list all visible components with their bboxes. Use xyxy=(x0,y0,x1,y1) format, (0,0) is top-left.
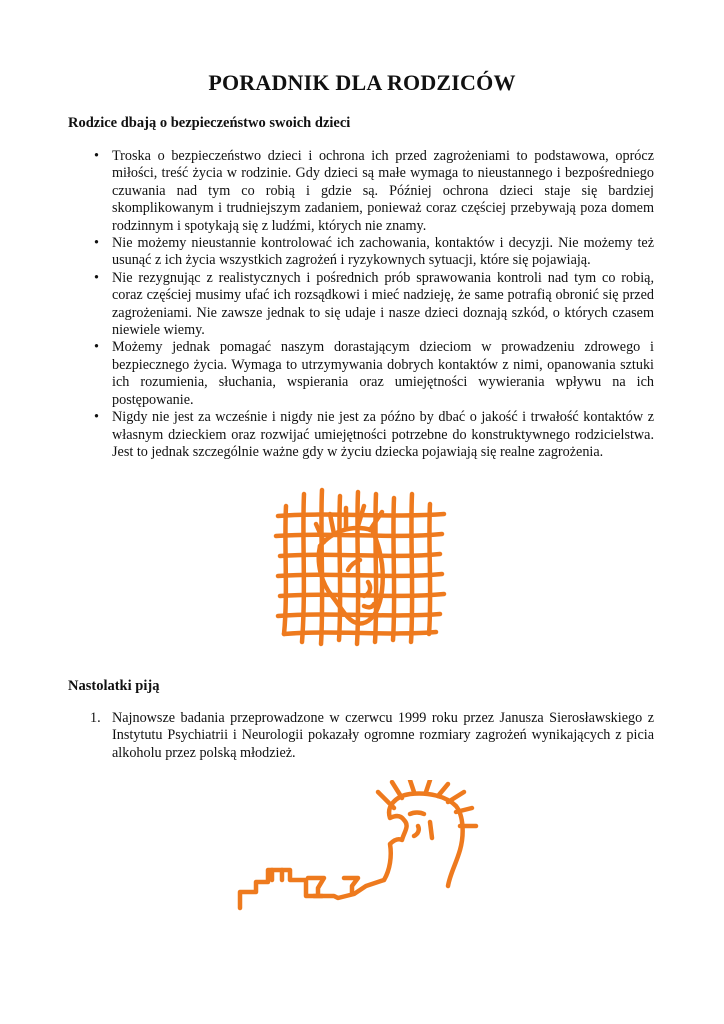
safety-bullet-list xyxy=(112,148,654,461)
list-item: • Możemy jednak pomagać naszym dorastającym dzieciom w prowadzeniu zdrowego i bezpiecznego życia. Wymaga to utrzymywania dobrych kontaktów z nimi, opanowania sztuki ich rozumienia, słuchania, wspierania oraz umiejętności wywierania wpływu na ich postępowanie. xyxy=(112,339,654,409)
section-heading-safety: Rodzice dbają o bezpieczeństwo swoich dzieci xyxy=(68,115,351,131)
face-behind-grid-illustration xyxy=(272,484,452,654)
list-item: • Nie możemy nieustannie kontrolować ich zachowania, kontaktów i decyzji. Nie możemy też usunąć z ich życia wszystkich zagrożeń i ryzykownych sytuacji, które się pojawiają. xyxy=(112,235,654,270)
list-item: • Nigdy nie jest za wcześnie i nigdy nie jest za późno by dbać o jakość i trwałość kontaktów z własnym dzieckiem oraz rozwijać umiejętności potrzebne do konstruktywnego rodzicielstwa. Jest to jednak szczególnie ważne gdy w życiu dziecka pojawiają się realne zagrożenia. xyxy=(112,409,654,461)
section-heading-teens-drink: Nastolatki piją xyxy=(68,678,160,694)
list-item: • Nie rezygnując z realistycznych i pośrednich prób sprawowania kontroli nad tym co robią, coraz częściej musimy ufać ich rozsądkowi i mieć nadzieję, że same potrafią obronić się przed zagrożeniami. Nie zawsze jednak to się udaje i nasze dzieci doznają szkód, o których czasem niewiele wiemy. xyxy=(112,270,654,340)
list-number: 1. xyxy=(90,710,101,726)
list-item: • Troska o bezpieczeństwo dzieci i ochrona ich przed zagrożeniami to podstawowa, oprócz miłości, treść życia w rodzinie. Gdy dzieci są małe wymaga to nieustannego i bezpośredniego czuwania nad tym co robią i gdzie są. Później ochrona dzieci staje się bardziej skomplikowanym i trudniejszym zadaniem, ponieważ coraz częściej przebywają poza domem rodzinnym i spotykają się z ludźmi, których nie znamy. xyxy=(112,148,654,235)
list-item-text: Najnowsze badania przeprowadzone w czerwcu 1999 roku przez Janusza Sierosławskiego z Instytutu Psychiatrii i Neurologii pokazały ogromne rozmiary zagrożeń wynikających z picia alkoholu przez polską młodzież. xyxy=(112,710,654,761)
teens-numbered-list xyxy=(90,710,654,762)
page-title: PORADNIK DLA RODZICÓW xyxy=(208,70,516,95)
teen-with-bottles-illustration xyxy=(234,780,494,915)
list-item xyxy=(90,710,654,762)
